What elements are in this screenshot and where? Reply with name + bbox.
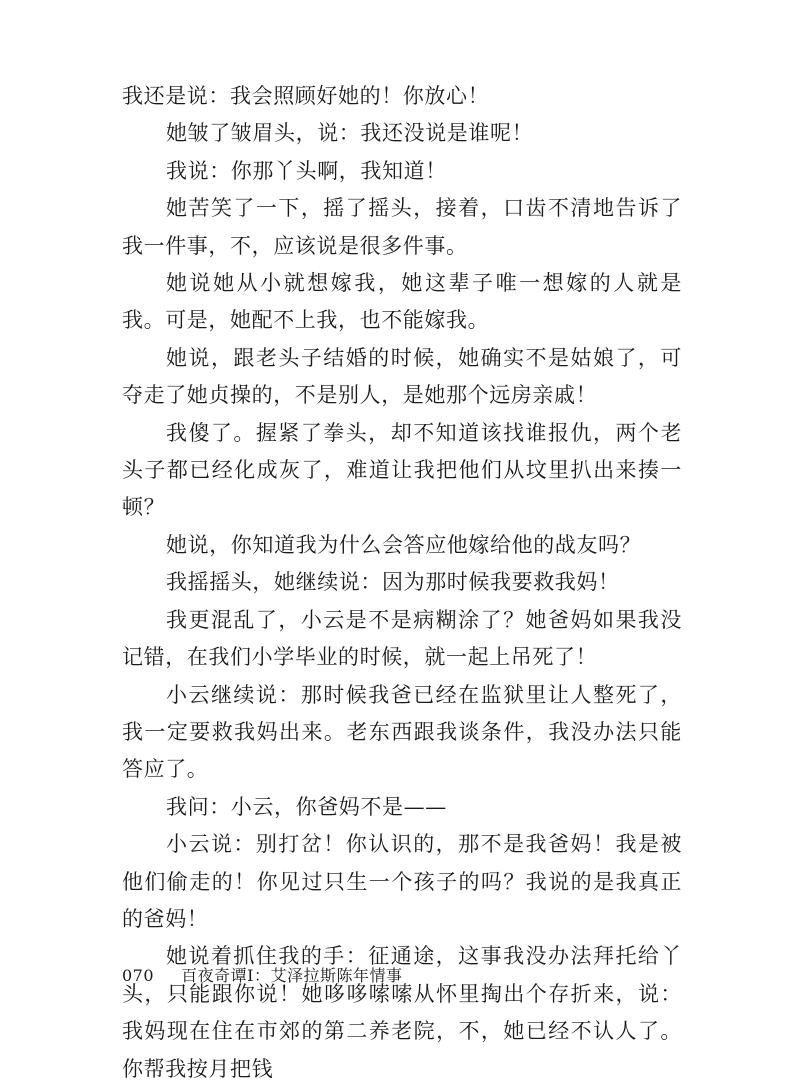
page-footer — [122, 963, 402, 986]
paragraph: 她苦笑了一下，摇了摇头，接着，口齿不清地告诉了我一件事，不，应该说是很多件事。 — [122, 196, 682, 258]
paragraph: 她说着抓住我的手：征通途，这事我没办法拜托给丫头，只能跟你说！她哆哆嗦嗦从怀里掏出个存折来，说：我妈现在住在市郊的第二养老院，不，她已经不认人了。你帮我按月把钱 — [122, 944, 682, 1081]
body-text — [122, 78, 682, 1088]
page-number: 070 — [122, 966, 155, 985]
paragraph: 她说她从小就想嫁我，她这辈子唯一想嫁的人就是我。可是，她配不上我，也不能嫁我。 — [122, 271, 682, 333]
paragraph: 我摇摇头，她继续说：因为那时候我要救我妈！ — [166, 570, 620, 595]
paragraph: 她皱了皱眉头，说：我还没说是谁呢！ — [166, 121, 534, 146]
paragraph: 她说，你知道我为什么会答应他嫁给他的战友吗？ — [166, 532, 642, 557]
paragraph: 我更混乱了，小云是不是病糊涂了？她爸妈如果我没记错，在我们小学毕业的时候，就一起上吊死了！ — [122, 607, 682, 670]
paragraph: 我问：小云，你爸妈不是—— — [166, 794, 447, 819]
paragraph: 我傻了。握紧了拳头，却不知道该找谁报仇，两个老头子都已经化成灰了，难道让我把他们从坟里扒出来揍一顿？ — [122, 420, 682, 520]
paragraph: 我还是说：我会照顾好她的！你放心！ — [122, 84, 490, 108]
paragraph: 小云说：别打岔！你认识的，那不是我爸妈！我是被他们偷走的！你见过只生一个孩子的吗？我说的是我真正的爸妈！ — [122, 832, 682, 931]
paragraph: 小云继续说：那时候我爸已经在监狱里让人整死了，我一定要救我妈出来。老东西跟我谈条件，我没办法只能答应了。 — [122, 682, 682, 782]
paragraph: 我说：你那丫头啊，我知道！ — [166, 158, 447, 183]
paragraph: 她说，跟老头子结婚的时候，她确实不是姑娘了，可夺走了她贞操的，不是别人，是她那个远房亲戚！ — [122, 345, 682, 408]
running-title: 百夜奇谭Ⅰ：艾泽拉斯陈年情事 — [181, 966, 403, 985]
